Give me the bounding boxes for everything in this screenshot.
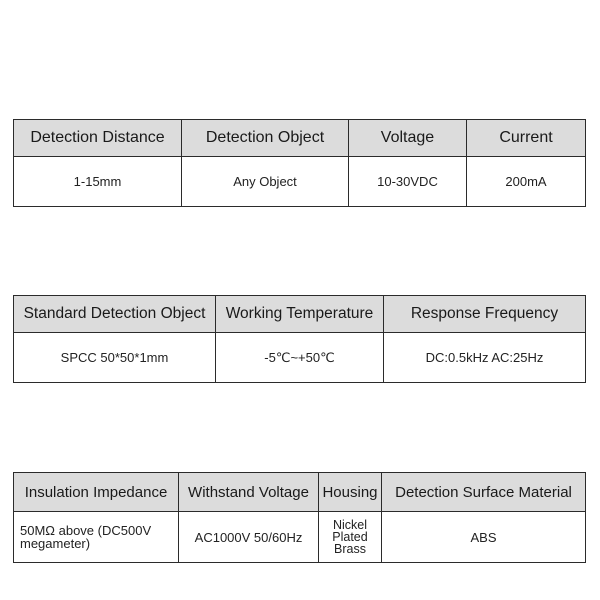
header-insulation-impedance: Insulation Impedance <box>14 473 179 512</box>
header-housing: Housing <box>319 473 382 512</box>
table-row <box>14 512 586 563</box>
spec-table-electrical <box>13 472 586 563</box>
value-withstand-voltage: AC1000V 50/60Hz <box>179 512 319 563</box>
header-detection-object: Detection Object <box>182 120 349 157</box>
table-header-row <box>14 296 586 333</box>
header-current: Current <box>467 120 586 157</box>
value-insulation-impedance: 50MΩ above (DC500V megameter) <box>14 512 179 563</box>
value-current: 200mA <box>467 157 586 207</box>
value-detection-object: Any Object <box>182 157 349 207</box>
table-row <box>14 333 586 383</box>
header-detection-distance: Detection Distance <box>14 120 182 157</box>
value-working-temperature: -5℃~+50℃ <box>216 333 384 383</box>
header-response-frequency: Response Frequency <box>384 296 586 333</box>
table-header-row <box>14 473 586 512</box>
table-row <box>14 157 586 207</box>
value-housing: Nickel Plated Brass <box>319 512 382 563</box>
header-working-temperature: Working Temperature <box>216 296 384 333</box>
value-response-frequency: DC:0.5kHz AC:25Hz <box>384 333 586 383</box>
value-voltage: 10-30VDC <box>349 157 467 207</box>
spec-table-detection <box>13 119 586 207</box>
value-detection-distance: 1-15mm <box>14 157 182 207</box>
header-standard-detection-object: Standard Detection Object <box>14 296 216 333</box>
header-voltage: Voltage <box>349 120 467 157</box>
header-withstand-voltage: Withstand Voltage <box>179 473 319 512</box>
table-header-row <box>14 120 586 157</box>
value-detection-surface-material: ABS <box>382 512 586 563</box>
value-standard-detection-object: SPCC 50*50*1mm <box>14 333 216 383</box>
spec-table-environment <box>13 295 586 383</box>
header-detection-surface-material: Detection Surface Material <box>382 473 586 512</box>
